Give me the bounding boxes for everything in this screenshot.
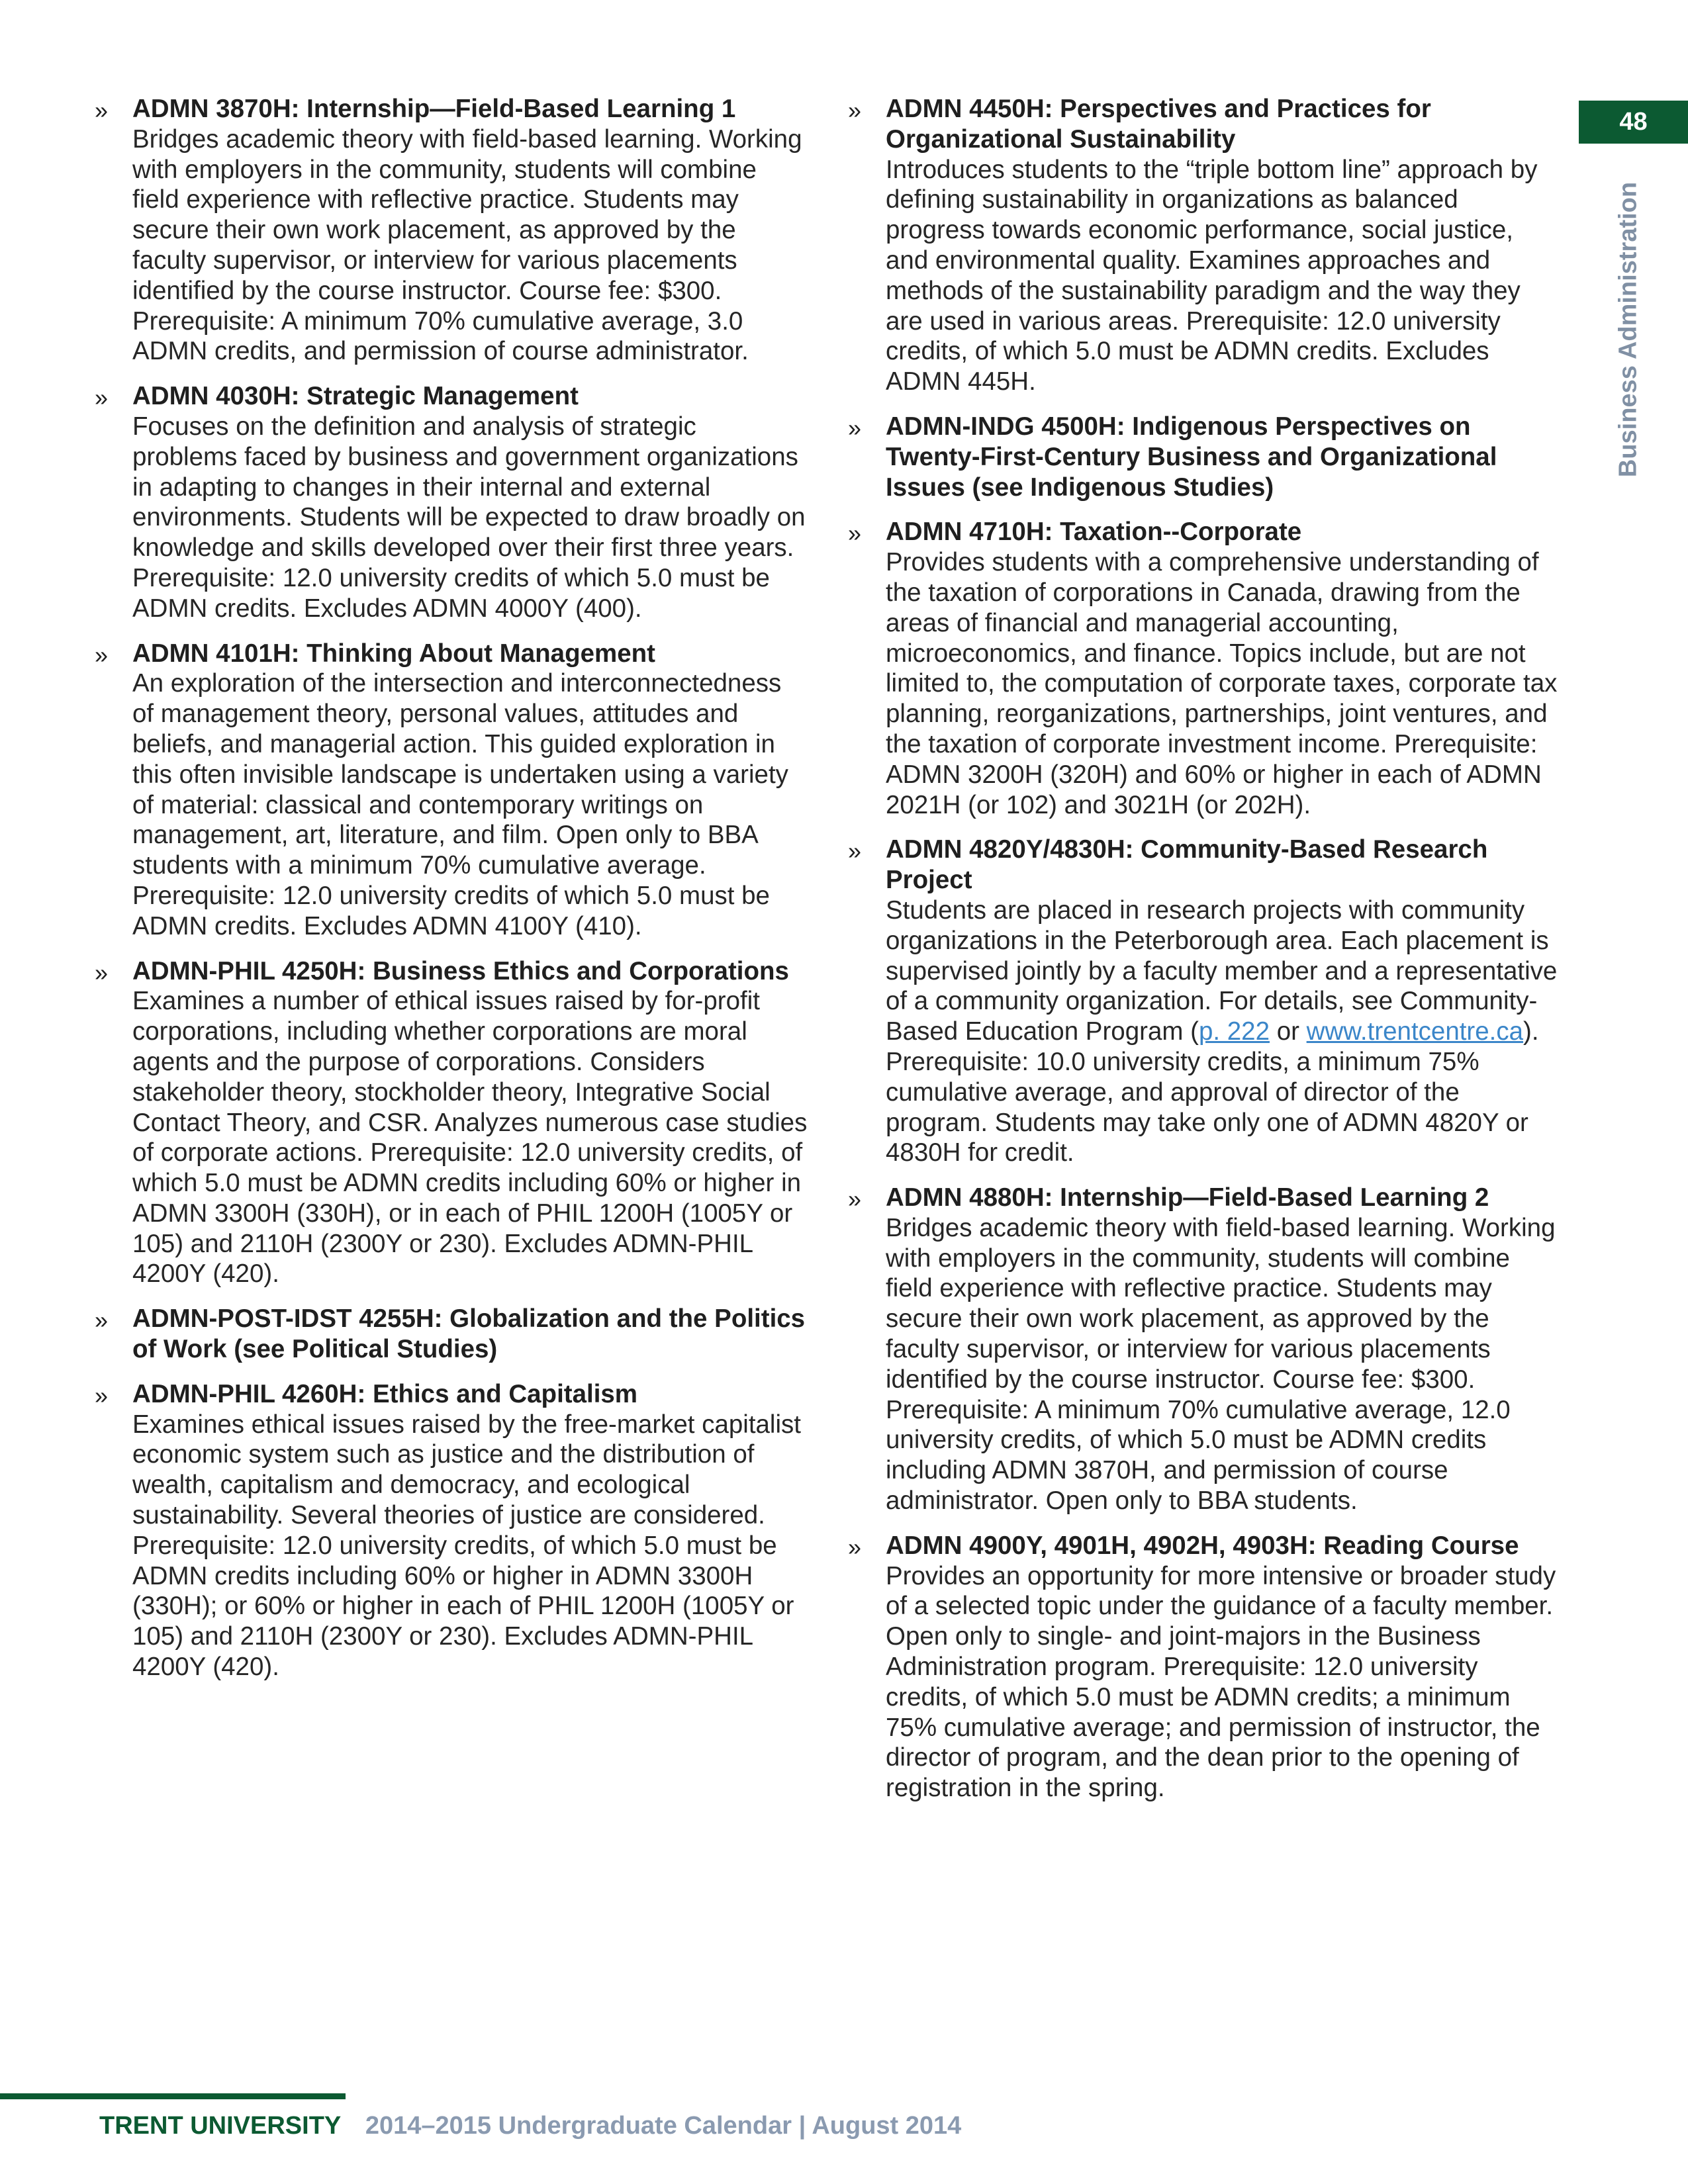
section-side-label-text: Business Administration <box>1614 181 1642 478</box>
footer-rule <box>0 2093 346 2099</box>
bullet-icon: » <box>95 1306 109 1334</box>
course-entry <box>846 1183 1561 1516</box>
course-entry <box>846 412 1561 502</box>
course-title: ADMN 4900Y, 4901H, 4902H, 4903H: Reading Course <box>886 1531 1519 1560</box>
footer-calendar: 2014–2015 Undergraduate Calendar | August 2014 <box>365 2112 962 2140</box>
course-description: Bridges academic theory with field-based learning. Working with employers in the community, students will combine field experience with reflective practice. Students may secure their own work placement, as approved by the faculty supervisor, or interview for various placements identified by the course instructor. Course fee: $300. Prerequisite: A minimum 70% cumulative average, 12.0 university credits, of which 5.0 must be ADMN credits including ADMN 3870H, and permission of course administrator. Open only to BBA students. <box>886 1213 1556 1516</box>
left-column <box>93 94 808 1697</box>
bullet-icon: » <box>848 1185 862 1213</box>
bullet-icon: » <box>848 520 862 547</box>
course-description: Bridges academic theory with field-based learning. Working with employers in the community, students will combine field experience with reflective practice. Students may secure their own work placement, as approved by the faculty supervisor, or interview for various placements identified by the course instructor. Course fee: $300. Prerequisite: A minimum 70% cumulative average, 3.0 ADMN credits, and permission of course administrator. <box>132 124 802 366</box>
course-entry <box>846 835 1561 1168</box>
right-column <box>846 94 1561 1818</box>
course-title: ADMN 4030H: Strategic Management <box>132 382 579 411</box>
course-title: ADMN-PHIL 4260H: Ethics and Capitalism <box>132 1379 638 1408</box>
course-entry <box>93 956 808 1290</box>
course-title: ADMN 4450H: Perspectives and Practices for Organizational Sustainability <box>886 95 1431 154</box>
footer <box>99 2109 961 2142</box>
course-entry <box>846 94 1561 397</box>
description-text: ). Prerequisite: 10.0 university credits, a minimum 75% cumulative average, and approval of director of the program. Students may take only one of ADMN 4820Y or 4830H for credit. <box>886 1017 1539 1167</box>
course-title: ADMN 4101H: Thinking About Management <box>132 639 656 668</box>
course-title: ADMN 3870H: Internship—Field-Based Learning 1 <box>132 95 736 123</box>
course-description: Provides students with a comprehensive understanding of the taxation of corporations in Canada, drawing from the areas of financial and managerial accounting, microeconomics, and finance. Topics include, but are not limited to, the computation of corporate taxes, corporate tax planning, reorganizations, partnerships, joint ventures, and the taxation of corporate investment income. Prerequisite: ADMN 3200H (320H) and 60% or higher in each of ADMN 2021H (or 102) and 3021H (or 202H). <box>886 548 1558 819</box>
bullet-icon: » <box>848 97 862 124</box>
bullet-icon: » <box>848 1533 862 1561</box>
course-description: Introduces students to the “triple bottom line” approach by defining sustainability in organizations as balanced progress towards economic performance, social justice, and environmental quality. Examines approaches and methods of the sustainability paradigm and the way they are used in various areas. Prerequisite: 12.0 university credits, of which 5.0 must be ADMN credits. Excludes ADMN 445H. <box>886 155 1538 396</box>
course-title: ADMN-PHIL 4250H: Business Ethics and Corporations <box>132 956 789 985</box>
page-222-link[interactable]: p. 222 <box>1198 1017 1270 1046</box>
course-title: ADMN 4820Y/4830H: Community-Based Research Project <box>886 835 1488 895</box>
course-description: Examines ethical issues raised by the free-market capitalist economic system such as justice and the distribution of wealth, capitalism and democracy, and ecological sustainability. Several theories of justice are considered. Prerequisite: 12.0 university credits, of which 5.0 must be ADMN credits including 60% or higher in ADMN 3300H (330H); or 60% or higher in each of PHIL 1200H (1005Y or 105) and 2110H (2300Y or 230). Excludes ADMN-PHIL 4200Y (420). <box>132 1410 801 1682</box>
course-entry <box>93 1304 808 1365</box>
course-entry <box>93 94 808 367</box>
course-title: ADMN 4880H: Internship—Field-Based Learning 2 <box>886 1183 1489 1212</box>
course-title: ADMN 4710H: Taxation--Corporate <box>886 518 1302 547</box>
bullet-icon: » <box>95 641 109 668</box>
section-side-label <box>1613 171 1644 488</box>
course-entry <box>846 1531 1561 1803</box>
page-number-tab: 48 <box>1579 101 1688 144</box>
course-description: An exploration of the intersection and interconnectedness of management theory, personal values, attitudes and beliefs, and managerial action. This guided exploration in this often invisible landscape is undertaken using a variety of material: classical and contemporary writings on management, art, literature, and film. Open only to BBA students with a minimum 70% cumulative average. Prerequisite: 12.0 university credits of which 5.0 must be ADMN credits. Excludes ADMN 4100Y (410). <box>132 669 788 940</box>
bullet-icon: » <box>95 1381 109 1409</box>
course-description: Examines a number of ethical issues raised by for-profit corporations, including whether corporations are moral agents and the purpose of corporations. Considers stakeholder theory, stockholder theory, Integrative Social Contact Theory, and CSR. Analyzes numerous case studies of corporate actions. Prerequisite: 12.0 university credits, of which 5.0 must be ADMN credits including 60% or higher in ADMN 3300H (330H), or in each of PHIL 1200H (1005Y or 105) and 2110H (2300Y or 230). Excludes ADMN-PHIL 4200Y (420). <box>132 987 808 1289</box>
course-entry <box>93 639 808 942</box>
course-description: Provides an opportunity for more intensive or broader study of a selected topic under the guidance of a faculty member. Open only to single- and joint-majors in the Business Administration program. Prerequisite: 12.0 university credits, of which 5.0 must be ADMN credits; a minimum 75% cumulative average; and permission of instructor, the director of program, and the dean prior to the opening of registration in the spring. <box>886 1561 1556 1803</box>
course-description <box>886 895 1561 1168</box>
bullet-icon: » <box>95 958 109 986</box>
trentcentre-link[interactable]: www.trentcentre.ca <box>1306 1017 1524 1046</box>
course-title: ADMN-INDG 4500H: Indigenous Perspectives on Twenty-First-Century Business and Organizational Issues (see Indigenous Studies) <box>886 412 1497 502</box>
bullet-icon: » <box>95 97 109 124</box>
course-entry <box>93 1379 808 1682</box>
footer-university: TRENT UNIVERSITY <box>99 2112 342 2140</box>
course-entry <box>93 381 808 623</box>
course-title: ADMN-POST-IDST 4255H: Globalization and the Politics of Work (see Political Studies) <box>132 1304 806 1364</box>
bullet-icon: » <box>848 414 862 441</box>
description-text: or <box>1270 1017 1307 1046</box>
bullet-icon: » <box>848 837 862 865</box>
bullet-icon: » <box>95 384 109 412</box>
course-entry <box>846 517 1561 820</box>
description-text: Students are placed in research projects with community organizations in the Peterborough area. Each placement is supervised jointly by a faculty member and a representative of a community organization. For details, see Community-Based Education Program ( <box>886 895 1558 1046</box>
course-description: Focuses on the definition and analysis of strategic problems faced by business and government organizations in adapting to changes in their internal and external environments. Students will be expected to draw broadly on knowledge and skills developed over their first three years. Prerequisite: 12.0 university credits of which 5.0 must be ADMN credits. Excludes ADMN 4000Y (400). <box>132 412 806 623</box>
